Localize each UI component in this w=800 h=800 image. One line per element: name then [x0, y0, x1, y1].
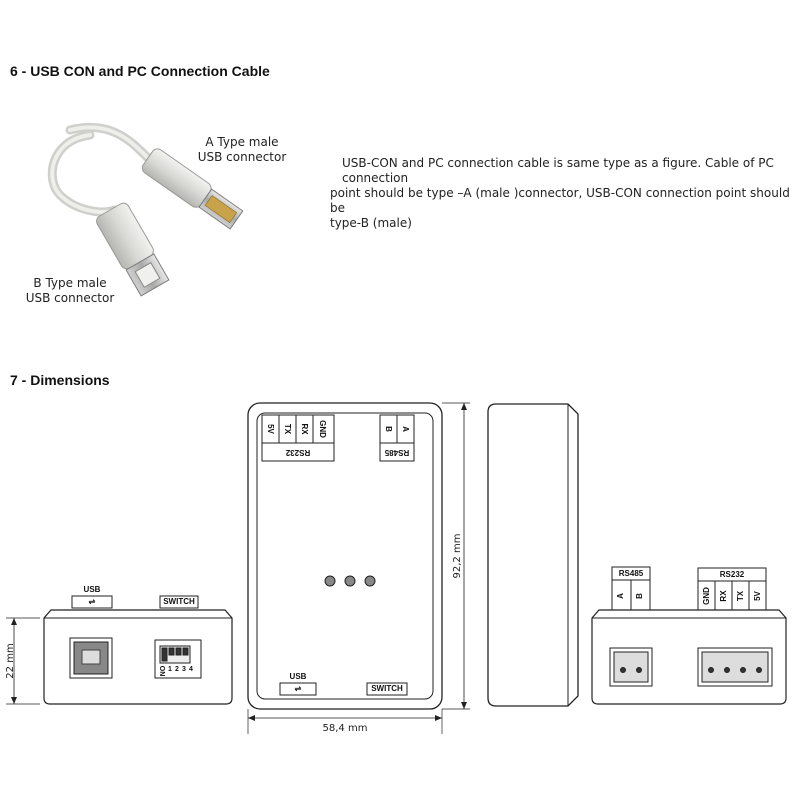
- dip-number-2: 2: [175, 665, 179, 673]
- dip-number-3: 3: [182, 665, 186, 673]
- top-rs232-pin-1: 5V: [265, 424, 275, 434]
- top-rs485-pin-1: B: [383, 426, 393, 432]
- top-rs232-pin-3: RX: [299, 423, 309, 435]
- description-line-2: point should be type –A (male )connector, USB-CON connection point should be: [330, 186, 790, 215]
- label-b-type: [10, 276, 130, 306]
- description-line-1: USB-CON and PC connection cable is same type as a figure. Cable of PC connection: [342, 156, 774, 185]
- description-line-3: type-B (male): [330, 216, 412, 230]
- top-rs232-pin-4: GND: [317, 420, 327, 438]
- back-rs485-pin-2: B: [635, 593, 645, 599]
- dim-height: 22 mm: [5, 643, 16, 679]
- top-usb-icon: ⇌: [294, 684, 302, 694]
- back-rs232-title: RS232: [719, 570, 745, 580]
- dimensions-drawing: [0, 390, 800, 740]
- side-view: [488, 404, 578, 706]
- dim-width: 58,4 mm: [322, 723, 368, 734]
- top-usb-label: USB: [289, 672, 307, 682]
- front-usb-label: USB: [83, 585, 101, 595]
- back-rs232-pin-2: RX: [719, 590, 729, 602]
- top-rs232-pin-2: TX: [282, 423, 292, 435]
- label-b-line2: USB connector: [25, 291, 115, 305]
- top-rs485-pin-2: A: [400, 426, 410, 432]
- back-rs232-pin-3: TX: [736, 590, 746, 602]
- label-b-line1: B Type male: [33, 276, 107, 290]
- label-a-line1: A Type male: [205, 135, 279, 149]
- dip-number-1: 1: [168, 665, 172, 673]
- back-rs485-title: RS485: [618, 569, 644, 579]
- back-rs232-pin-1: GND: [702, 587, 712, 605]
- top-switch-label: SWITCH: [371, 684, 403, 694]
- top-view: [248, 403, 470, 734]
- cable-description: [330, 156, 800, 231]
- dip-on-label: ON: [158, 665, 166, 677]
- back-rs485-pin-1: A: [616, 593, 626, 599]
- dip-number-4: 4: [189, 665, 193, 673]
- section-6-heading: 6 - USB CON and PC Connection Cable: [10, 63, 270, 79]
- front-usb-icon: ⇌: [88, 597, 96, 607]
- label-a-type: [182, 135, 302, 165]
- front-switch-label: SWITCH: [163, 597, 195, 607]
- label-a-line2: USB connector: [197, 150, 287, 164]
- front-view: [6, 596, 232, 704]
- section-7-heading: 7 - Dimensions: [10, 372, 110, 388]
- back-rs232-pin-4: 5V: [753, 591, 763, 601]
- top-rs232-title: RS232: [285, 447, 311, 457]
- back-view: [592, 567, 786, 704]
- dim-length: 92,2 mm: [452, 533, 463, 579]
- top-rs485-title: RS485: [384, 447, 410, 457]
